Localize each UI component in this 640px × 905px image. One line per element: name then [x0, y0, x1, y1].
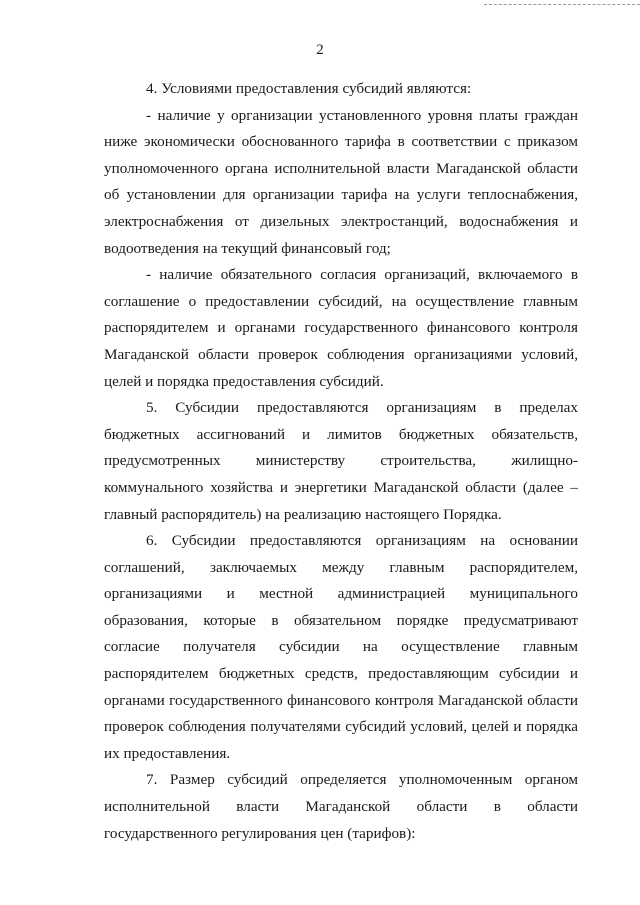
top-edge-mark [484, 4, 640, 5]
document-body [104, 76, 578, 847]
paragraph-5: 5. Субсидии предоставляются организациям в пределах бюджетных ассигнований и лимитов бюджетных обязательств, предусмотренных министерству строительства, жилищно-коммунального хозяйства и энергетики Магаданской области (далее – главный распорядитель) на реализацию настоящего Порядка. [104, 399, 578, 523]
paragraph-4-heading: 4. Условиями предоставления субсидий являются: [146, 80, 472, 97]
paragraph-7: 7. Размер субсидий определяется уполномоченным органом исполнительной власти Магаданской области в области государственного регулирования цен (тарифов): [104, 771, 578, 842]
paragraph-4-condition-2: - наличие обязательного согласия организаций, включаемого в соглашение о предоставлении субсидий, на осуществление главным распорядителем и органами государственного финансового контроля Магаданской области проверок соблюдения организациями условий, целей и порядка предоставления субсидий. [104, 266, 578, 390]
paragraph-6: 6. Субсидии предоставляются организациям на основании соглашений, заключаемых между главным распорядителем, организациями и местной администрацией муниципального образования, которые в обязательном порядке предусматривают согласие получателя субсидии на осуществление главным распорядителем бюджетных средств, предоставляющим субсидии и органами государственного финансового контроля Магаданской области проверок соблюдения получателями субсидий условий, целей и порядка их предоставления. [104, 532, 578, 762]
page-number: 2 [316, 42, 324, 58]
paragraph-4-condition-1: - наличие у организации установленного уровня платы граждан ниже экономически обоснованного тарифа в соответствии с приказом уполномоченного органа исполнительной власти Магаданской области об установлении для организации тарифа на услуги теплоснабжения, электроснабжения от дизельных электростанций, водоснабжения и водоотведения на текущий финансовый год; [104, 106, 578, 257]
